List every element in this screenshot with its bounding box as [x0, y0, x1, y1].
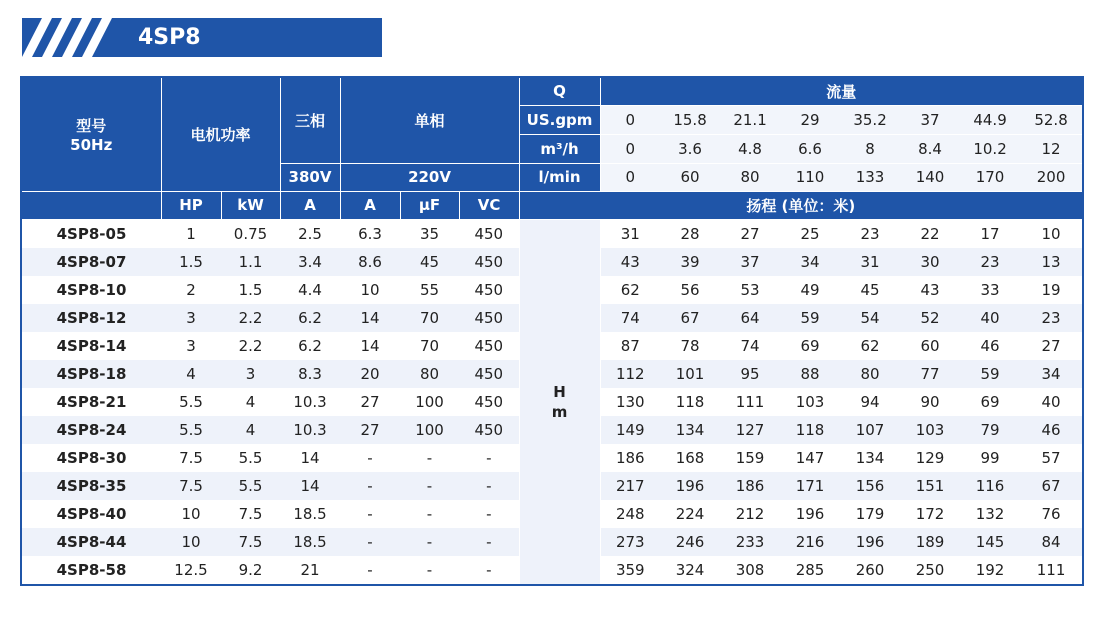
flow-value: 60 [660, 163, 720, 191]
model-label: 型号 [76, 116, 107, 135]
head-value-cell: 224 [675, 504, 705, 523]
head-value-cell: 22 [920, 224, 940, 243]
head-value-cell: 196 [795, 504, 825, 523]
flow-value: 200 [1020, 163, 1083, 191]
uf-cell: - [426, 504, 433, 523]
head-value-cell: 99 [980, 448, 1000, 467]
a3-cell: 3.4 [280, 248, 340, 276]
hp-cell: 1 [186, 224, 196, 243]
head-value-cell: 30 [900, 248, 960, 276]
model-cell: 4SP8-40 [56, 504, 127, 523]
head-value-cell: 308 [735, 560, 765, 579]
flow-value: 37 [900, 105, 960, 134]
model-cell: 4SP8-35 [21, 472, 161, 500]
flow-value: 80 [720, 163, 780, 191]
head-value-cell: 103 [795, 392, 825, 411]
vc-cell: 450 [474, 336, 504, 355]
head-value-cell: 49 [800, 280, 820, 299]
model-subheader-blank [21, 191, 161, 219]
head-value-cell: 40 [1041, 392, 1061, 411]
a3-cell: 6.2 [280, 304, 340, 332]
head-value-cell: 246 [660, 528, 720, 556]
flow-value: 15.8 [660, 105, 720, 134]
head-value-cell: 23 [1020, 304, 1083, 332]
a1-cell: 6.3 [358, 224, 382, 243]
uf-cell: 70 [419, 336, 440, 355]
a3-cell: 2.5 [298, 224, 322, 243]
head-value-cell: 260 [855, 560, 885, 579]
head-value-cell: 23 [960, 248, 1020, 276]
hp-cell: 10 [181, 504, 201, 523]
model-cell: 4SP8-05 [56, 224, 127, 243]
a1-cell: - [340, 528, 400, 556]
a1-cell: 20 [340, 360, 400, 388]
head-value-cell: 285 [795, 560, 825, 579]
head-value-cell: 156 [840, 472, 900, 500]
hp-cell: 5.5 [179, 392, 203, 411]
kw-cell: 5.5 [238, 448, 263, 467]
head-value-cell: 25 [800, 224, 820, 243]
a3-cell: 21 [300, 560, 320, 579]
voltage-220: 220V [340, 163, 519, 191]
head-value-cell: 216 [780, 528, 840, 556]
a1-cell: - [367, 560, 373, 579]
model-cell: 4SP8-30 [56, 448, 127, 467]
a1-cell: 8.6 [340, 248, 400, 276]
hp-cell: 7.5 [161, 472, 221, 500]
kw-cell: 1.5 [238, 280, 263, 299]
uf-cell: - [426, 448, 433, 467]
head-value-cell: 111 [1036, 560, 1066, 579]
head-value-cell: 134 [660, 416, 720, 444]
a3-cell: 18.5 [293, 504, 327, 523]
title-banner [22, 18, 382, 57]
a1-cell: 14 [340, 304, 400, 332]
head-value-cell: 33 [980, 280, 1000, 299]
kw-cell: 1.1 [221, 248, 280, 276]
hm-label-cell [519, 219, 600, 585]
a3-cell: 14 [280, 472, 340, 500]
model-cell: 4SP8-21 [56, 392, 127, 411]
head-value-cell: 31 [620, 224, 640, 243]
head-value-cell: 57 [1041, 448, 1061, 467]
head-value-cell: 217 [600, 472, 660, 500]
flow-value: 0 [600, 105, 660, 134]
head-value-cell: 101 [660, 360, 720, 388]
uf-cell: - [400, 472, 459, 500]
head-value-cell: 189 [900, 528, 960, 556]
head-value-cell: 324 [675, 560, 705, 579]
kw-cell: 0.75 [233, 224, 268, 243]
vc-cell: 450 [459, 360, 519, 388]
a1-cell: 27 [340, 416, 400, 444]
head-value-cell: 196 [840, 528, 900, 556]
vc-cell: - [459, 472, 519, 500]
hp-cell: 7.5 [179, 448, 203, 467]
head-value-cell: 250 [915, 560, 945, 579]
motor-power-header: 电机功率 [161, 77, 280, 191]
head-value-cell: 103 [900, 416, 960, 444]
head-value-cell: 34 [780, 248, 840, 276]
flow-value: 44.9 [960, 105, 1020, 134]
flow-value: 12 [1020, 134, 1083, 163]
head-value-cell: 34 [1020, 360, 1083, 388]
uf-cell: 100 [400, 416, 459, 444]
head-value-cell: 27 [1041, 336, 1061, 355]
head-value-cell: 76 [1041, 504, 1061, 523]
head-value-cell: 62 [620, 280, 640, 299]
uf-cell: 100 [415, 392, 444, 411]
hp-cell: 2 [186, 280, 196, 299]
kw-cell: 2.2 [238, 336, 263, 355]
unit-m3h: m³/h [519, 134, 600, 163]
a3-cell: 18.5 [280, 528, 340, 556]
head-value-cell: 84 [1020, 528, 1083, 556]
head-value-cell: 90 [920, 392, 940, 411]
model-cell: 4SP8-44 [21, 528, 161, 556]
flow-value: 29 [780, 105, 840, 134]
head-value-cell: 95 [720, 360, 780, 388]
spec-table [20, 76, 1084, 586]
head-value-cell: 39 [660, 248, 720, 276]
head-value-cell: 46 [980, 336, 1000, 355]
uf-cell: 70 [400, 304, 459, 332]
flow-value: 4.8 [720, 134, 780, 163]
head-value-cell: 28 [680, 224, 700, 243]
vc-cell: - [486, 504, 492, 523]
head-value-cell: 69 [980, 392, 1000, 411]
model-cell: 4SP8-24 [21, 416, 161, 444]
flow-value: 6.6 [780, 134, 840, 163]
vc-cell: 450 [459, 304, 519, 332]
a3-cell: 4.4 [298, 280, 322, 299]
flow-value: 170 [960, 163, 1020, 191]
head-value-cell: 53 [740, 280, 760, 299]
head-value-cell: 56 [680, 280, 700, 299]
head-value-cell: 130 [615, 392, 645, 411]
head-value-cell: 168 [675, 448, 705, 467]
head-value-cell: 17 [980, 224, 1000, 243]
head-value-cell: 19 [1041, 280, 1061, 299]
head-value-cell: 212 [735, 504, 765, 523]
model-cell: 4SP8-10 [56, 280, 127, 299]
head-value-cell: 151 [900, 472, 960, 500]
head-value-cell: 116 [960, 472, 1020, 500]
head-value-cell: 196 [660, 472, 720, 500]
head-value-cell: 132 [975, 504, 1005, 523]
col-kw: kW [221, 191, 280, 219]
a1-cell: 27 [360, 392, 380, 411]
a3-cell: 6.2 [298, 336, 322, 355]
head-value-cell: 359 [615, 560, 645, 579]
flow-value: 0 [600, 134, 660, 163]
head-value-cell: 134 [855, 448, 885, 467]
head-value-cell: 77 [900, 360, 960, 388]
single-phase-header: 单相 [340, 77, 519, 163]
head-value-cell: 40 [960, 304, 1020, 332]
head-value-cell: 127 [720, 416, 780, 444]
model-cell: 4SP8-18 [21, 360, 161, 388]
head-value-cell: 52 [900, 304, 960, 332]
head-value-cell: 179 [855, 504, 885, 523]
head-value-cell: 23 [860, 224, 880, 243]
flow-value: 8.4 [900, 134, 960, 163]
a1-cell: - [367, 504, 373, 523]
unit-usgpm: US.gpm [519, 105, 600, 134]
col-vc: VC [459, 191, 519, 219]
hp-cell: 3 [161, 304, 221, 332]
head-value-cell: 59 [780, 304, 840, 332]
kw-cell: 5.5 [221, 472, 280, 500]
head-value-cell: 118 [675, 392, 705, 411]
freq-label: 50Hz [70, 135, 113, 154]
head-value-cell: 107 [840, 416, 900, 444]
uf-cell: 35 [419, 224, 440, 243]
head-value-cell: 67 [1020, 472, 1083, 500]
uf-cell: 55 [419, 280, 440, 299]
vc-cell: - [459, 528, 519, 556]
kw-cell: 7.5 [238, 504, 263, 523]
head-value-cell: 186 [615, 448, 645, 467]
col-a-three: A [280, 191, 340, 219]
a3-cell: 8.3 [280, 360, 340, 388]
head-value-cell: 87 [620, 336, 640, 355]
col-hp: HP [161, 191, 221, 219]
a1-cell: - [340, 472, 400, 500]
flow-value: 3.6 [660, 134, 720, 163]
flow-value: 133 [840, 163, 900, 191]
head-value-cell: 64 [720, 304, 780, 332]
head-value-cell: 43 [600, 248, 660, 276]
hm-label: H m [551, 382, 568, 421]
head-value-cell: 88 [780, 360, 840, 388]
vc-cell: - [486, 560, 492, 579]
head-value-cell: 233 [720, 528, 780, 556]
head-value-cell: 31 [840, 248, 900, 276]
uf-cell: 45 [400, 248, 459, 276]
head-value-cell: 172 [915, 504, 945, 523]
uf-cell: - [426, 560, 433, 579]
head-value-cell: 45 [860, 280, 880, 299]
head-value-cell: 79 [960, 416, 1020, 444]
kw-cell: 9.2 [238, 560, 263, 579]
model-header [21, 77, 161, 191]
col-a-single: A [340, 191, 400, 219]
voltage-380: 380V [280, 163, 340, 191]
kw-cell: 4 [221, 416, 280, 444]
vc-cell: 450 [474, 224, 504, 243]
head-value-cell: 78 [680, 336, 700, 355]
head-value-cell: 80 [840, 360, 900, 388]
head-value-cell: 13 [1020, 248, 1083, 276]
head-value-cell: 67 [660, 304, 720, 332]
head-value-cell: 112 [600, 360, 660, 388]
flow-value: 52.8 [1020, 105, 1083, 134]
head-value-cell: 147 [795, 448, 825, 467]
stripes-decoration [22, 18, 132, 57]
a3-cell: 10.3 [280, 416, 340, 444]
uf-cell: - [400, 528, 459, 556]
hp-cell: 12.5 [174, 560, 208, 579]
head-value-cell: 10 [1041, 224, 1061, 243]
head-value-cell: 171 [780, 472, 840, 500]
head-value-cell: 145 [960, 528, 1020, 556]
head-value-cell: 27 [740, 224, 760, 243]
flow-value: 35.2 [840, 105, 900, 134]
flow-value: 0 [600, 163, 660, 191]
head-value-cell: 111 [735, 392, 765, 411]
model-cell: 4SP8-58 [56, 560, 127, 579]
vc-cell: - [486, 448, 492, 467]
head-value-cell: 46 [1020, 416, 1083, 444]
a3-cell: 10.3 [293, 392, 327, 411]
hp-cell: 4 [161, 360, 221, 388]
a1-cell: 14 [360, 336, 380, 355]
head-value-cell: 74 [740, 336, 760, 355]
head-value-cell: 60 [920, 336, 940, 355]
head-value-cell: 94 [860, 392, 880, 411]
a3-cell: 14 [300, 448, 320, 467]
flow-header: 流量 [600, 77, 1083, 105]
col-uf: µF [400, 191, 459, 219]
kw-cell: 3 [221, 360, 280, 388]
hp-cell: 3 [186, 336, 196, 355]
vc-cell: 450 [459, 416, 519, 444]
head-value-cell: 129 [915, 448, 945, 467]
head-value-cell: 192 [975, 560, 1005, 579]
uf-cell: 80 [400, 360, 459, 388]
a1-cell: - [367, 448, 373, 467]
vc-cell: 450 [474, 392, 504, 411]
head-value-cell: 74 [600, 304, 660, 332]
hp-cell: 10 [161, 528, 221, 556]
head-value-cell: 62 [860, 336, 880, 355]
unit-lmin: l/min [519, 163, 600, 191]
model-cell: 4SP8-14 [56, 336, 127, 355]
flow-value: 10.2 [960, 134, 1020, 163]
head-value-cell: 54 [840, 304, 900, 332]
model-cell: 4SP8-12 [21, 304, 161, 332]
three-phase-header: 三相 [280, 77, 340, 163]
a1-cell: 10 [360, 280, 380, 299]
kw-cell: 7.5 [221, 528, 280, 556]
head-header: 扬程 (单位：米) [519, 191, 1083, 219]
flow-value: 21.1 [720, 105, 780, 134]
head-value-cell: 159 [735, 448, 765, 467]
vc-cell: 450 [459, 248, 519, 276]
vc-cell: 450 [474, 280, 504, 299]
head-value-cell: 248 [615, 504, 645, 523]
head-value-cell: 59 [960, 360, 1020, 388]
hp-cell: 5.5 [161, 416, 221, 444]
flow-value: 140 [900, 163, 960, 191]
model-cell: 4SP8-07 [21, 248, 161, 276]
head-value-cell: 69 [800, 336, 820, 355]
head-value-cell: 37 [720, 248, 780, 276]
head-value-cell: 43 [920, 280, 940, 299]
hp-cell: 1.5 [161, 248, 221, 276]
q-header: Q [519, 77, 600, 105]
flow-value: 110 [780, 163, 840, 191]
kw-cell: 4 [245, 392, 256, 411]
head-value-cell: 273 [600, 528, 660, 556]
table-row [21, 219, 1083, 248]
page-title: 4SP8 [138, 25, 201, 50]
head-value-cell: 149 [600, 416, 660, 444]
head-value-cell: 118 [780, 416, 840, 444]
head-value-cell: 186 [720, 472, 780, 500]
flow-value: 8 [840, 134, 900, 163]
kw-cell: 2.2 [221, 304, 280, 332]
